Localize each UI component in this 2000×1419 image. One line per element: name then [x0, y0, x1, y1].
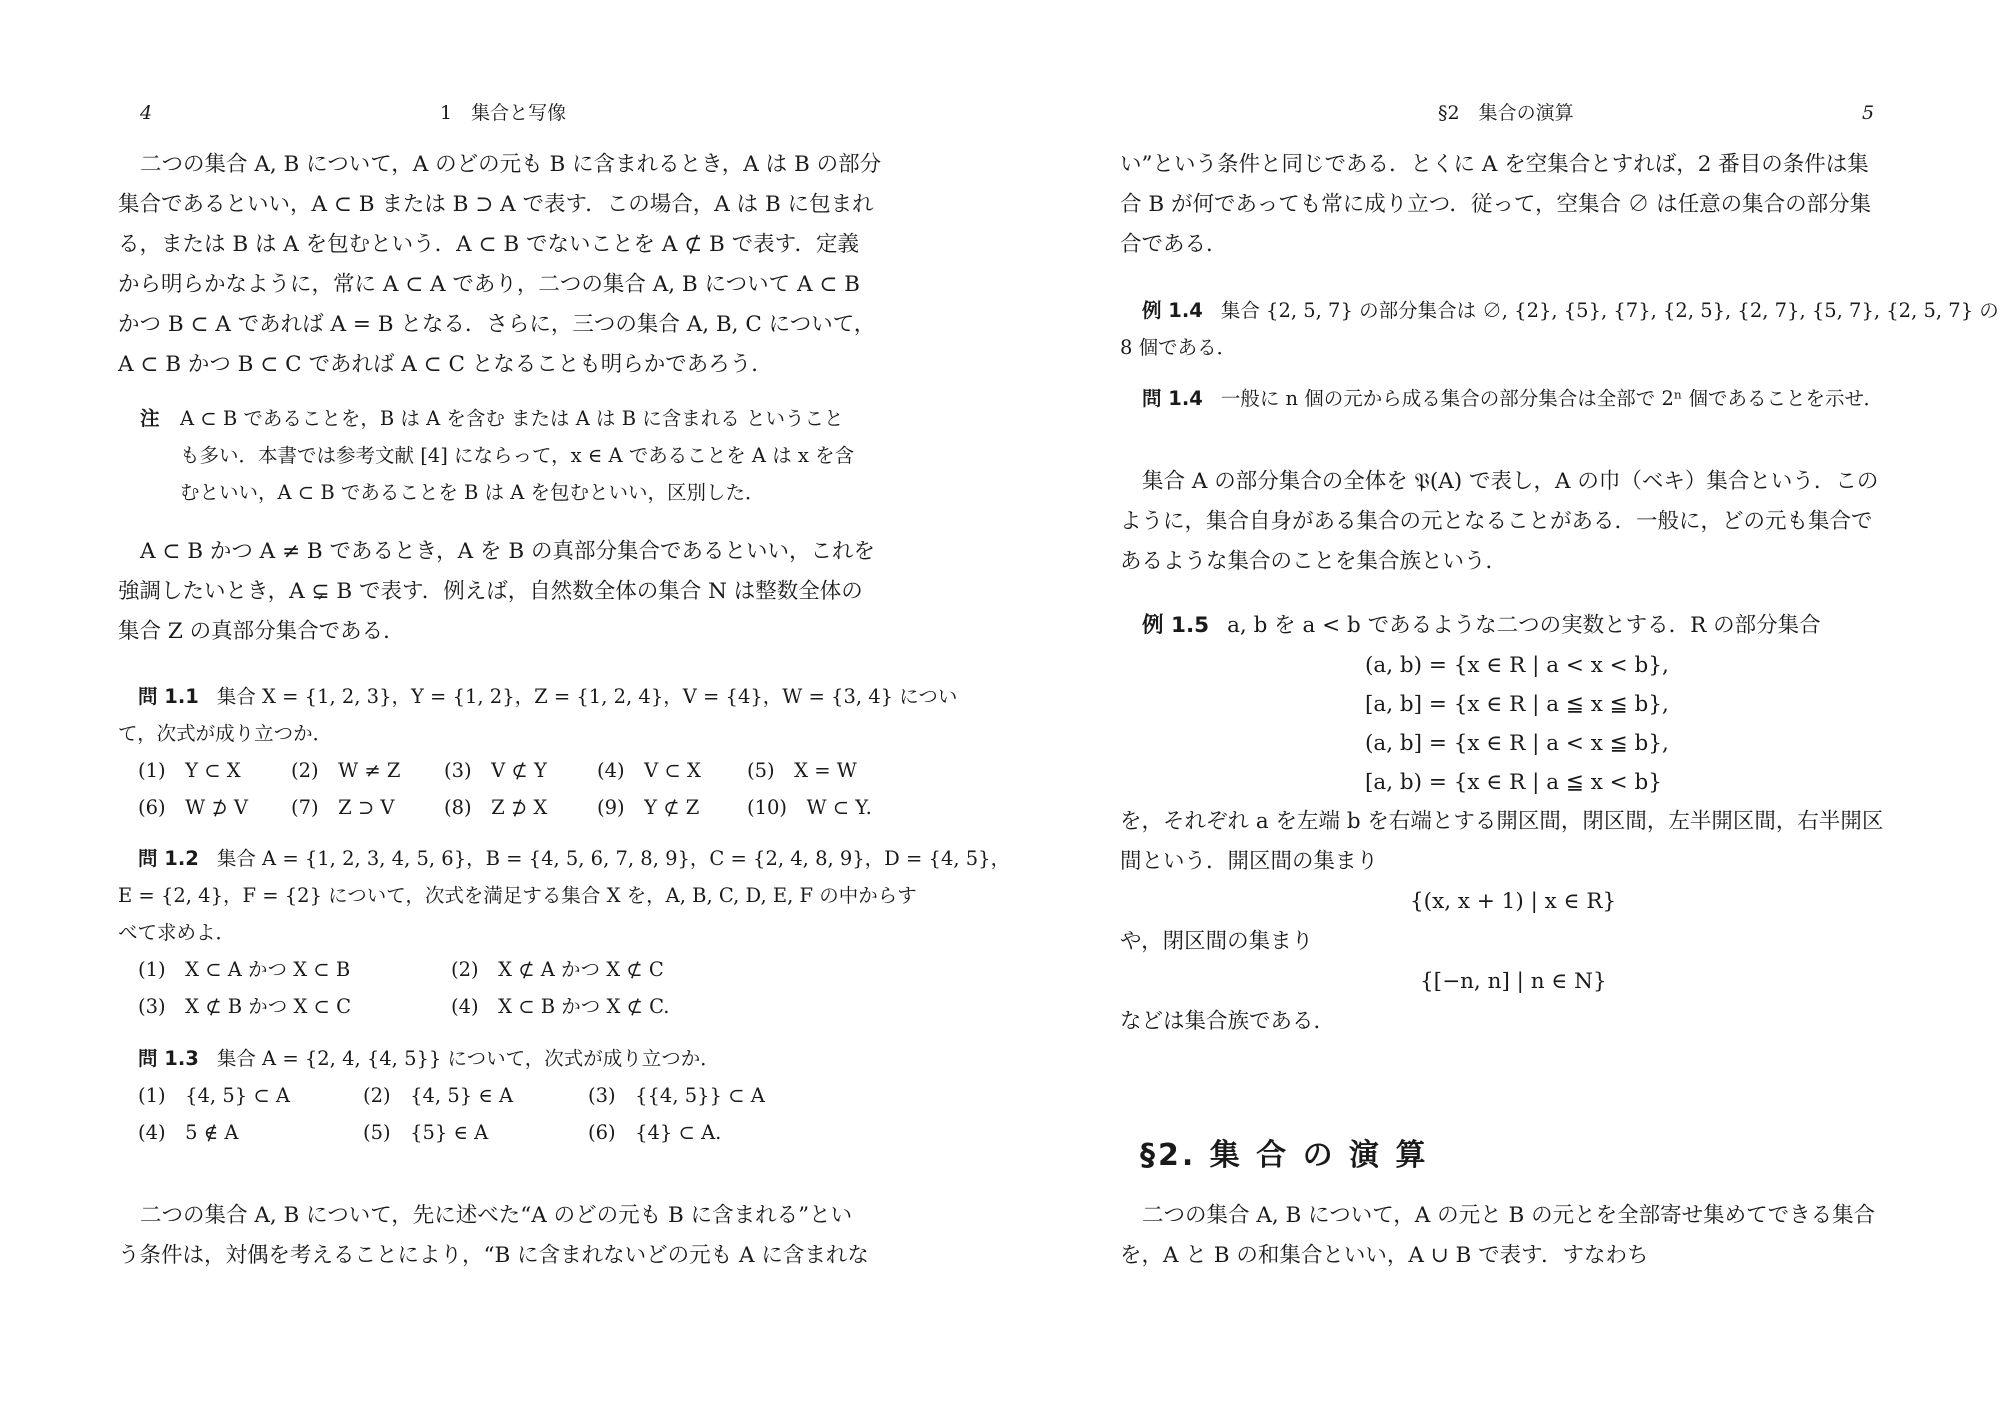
equation: [a, b] = {x ∈ R | a ≦ x ≦ b},: [1365, 692, 1669, 717]
paragraph-contrapositive: [118, 1196, 869, 1276]
running-title: §2 集合の演算: [1438, 102, 1574, 124]
note-line: も多い．本書では参考文献 [4] にならって，x ∈ A であることを A は x を含: [180, 444, 855, 467]
example-text: 集合 {2, 5, 7} の部分集合は ∅, {2}, {5}, {7}, {2, 5}, {2, 7}, {5, 7}, {2, 5, 7} の: [1220, 299, 1999, 322]
choice-row: [138, 752, 957, 789]
text-line: 二つの集合 A, B について，A の元と B の元とを全部寄せ集めてできる集合: [1142, 1203, 1876, 1228]
note-line: むといい，A ⊂ B であることを B は A を包むといい，区別した．: [180, 481, 765, 504]
problem-text: 一般に n 個の元から成る集合の部分集合は全部で 2ⁿ 個であることを示せ．: [1220, 387, 1883, 410]
choice-row: [138, 1114, 765, 1151]
equation: {[−n, n] | n ∈ N}: [1420, 969, 1607, 994]
section-heading: §2. 集 合 の 演 算: [1140, 1138, 1429, 1173]
choice-item: (2) W ≠ Z: [291, 759, 401, 782]
choice-item: (9) Y ⊄ Z: [597, 796, 700, 819]
problem-1-3: [118, 1040, 765, 1151]
text-line: を，それぞれ a を左端 b を右端とする開区間，閉区間，左半開区間，右半開区: [1120, 809, 1884, 834]
equation: (a, b] = {x ∈ R | a < x ≦ b},: [1365, 731, 1669, 756]
choice-item: (4) V ⊂ X: [597, 759, 701, 782]
choice-item: (4) 5 ∉ A: [138, 1121, 239, 1144]
text-line: 合である．: [1120, 232, 1228, 257]
text-line: 間という．開区間の集まり: [1120, 849, 1379, 874]
text-line: 合 B が何であっても常に成り立つ．従って，空集合 ∅ は任意の集合の部分集: [1120, 192, 1872, 217]
problem-label: 問 1.1: [138, 685, 199, 708]
text-line: 二つの集合 A, B について，A のどの元も B に含まれるとき，A は B の部分: [140, 152, 882, 177]
choice-item: (1) X ⊂ A かつ X ⊂ B: [138, 958, 351, 981]
choice-item: (2) X ⊄ A かつ X ⊄ C: [451, 958, 664, 981]
example-1-4: [1120, 292, 1999, 366]
paragraph-proper-subset: [118, 532, 875, 652]
problem-text: 集合 X = {1, 2, 3}，Y = {1, 2}，Z = {1, 2, 4}，V = {4}，W = {3, 4} につい: [216, 685, 958, 708]
example-1-5: [1120, 606, 1883, 1042]
paragraph-subset-definition: [118, 145, 881, 385]
choice-row: [138, 988, 1010, 1025]
text-line: から明らかなように，常に A ⊂ A であり，二つの集合 A, B について A ⊂ B: [118, 272, 860, 297]
choice-item: (3) V ⊄ Y: [444, 759, 547, 782]
text-line: A ⊂ B かつ B ⊂ C であれば A ⊂ C となることも明らかであろう．: [118, 352, 773, 377]
text-line: 二つの集合 A, B について，先に述べた“A のどの元も B に含まれる”とい: [140, 1203, 853, 1228]
problem-1-4: [1120, 380, 1883, 417]
problem-text: E = {2, 4}，F = {2} について，次式を満足する集合 X を，A, B, C, D, E, F の中からす: [118, 884, 917, 907]
note-block: [140, 400, 854, 511]
choice-item: (10) W ⊂ Y.: [747, 796, 872, 819]
text-line: を，A と B の和集合といい，A ∪ B で表す．すなわち: [1120, 1243, 1649, 1268]
text-line: う条件は，対偶を考えることにより，“B に含まれないどの元も A に含まれな: [118, 1243, 869, 1268]
choice-item: (1) {4, 5} ⊂ A: [138, 1084, 290, 1107]
text-line: ように，集合自身がある集合の元となることがある．一般に，どの元も集合で: [1120, 509, 1873, 534]
choice-item: (4) X ⊂ B かつ X ⊄ C.: [451, 995, 670, 1018]
text-line: 集合であるといい，A ⊂ B または B ⊃ A で表す．この場合，A は B に包まれ: [118, 192, 874, 217]
choice-item: (6) {4} ⊂ A.: [588, 1121, 722, 1144]
text-line: 強調したいとき，A ⊊ B で表す．例えば，自然数全体の集合 N は整数全体の: [118, 579, 863, 604]
choice-row: [138, 1077, 765, 1114]
page-number: 4: [140, 102, 153, 124]
example-text: a, b を a < b であるような二つの実数とする．R の部分集合: [1227, 613, 1821, 638]
problem-text: て，次式が成り立つか．: [118, 722, 333, 745]
interval-definitions: [1120, 646, 1883, 802]
choice-row: [138, 789, 957, 826]
example-text: 8 個である．: [1120, 336, 1237, 359]
note-line: A ⊂ B であることを，B は A を含む または A は B に含まれる ということ: [180, 407, 844, 430]
text-line: 集合 Z の真部分集合である．: [118, 619, 405, 644]
page-number: 5: [1862, 102, 1875, 124]
choice-item: (2) {4, 5} ∈ A: [363, 1084, 514, 1107]
paragraph-empty-set: [1120, 145, 1871, 265]
paragraph-power-set: [1120, 462, 1878, 582]
choice-item: (1) Y ⊂ X: [138, 759, 241, 782]
paragraph-union: [1120, 1196, 1875, 1276]
text-line: 集合 A の部分集合の全体を 𝔓(A) で表し，A の巾（ベキ）集合という．この: [1142, 469, 1879, 494]
choice-item: (3) {{4, 5}} ⊂ A: [588, 1084, 765, 1107]
running-title: 1 集合と写像: [440, 102, 567, 124]
text-line: い”という条件と同じである．とくに A を空集合とすれば，2 番目の条件は集: [1120, 152, 1869, 177]
choice-item: (8) Z ⊅ X: [444, 796, 548, 819]
choice-item: (6) W ⊅ V: [138, 796, 248, 819]
choice-item: (5) {5} ∈ A: [363, 1121, 489, 1144]
choice-item: (7) Z ⊃ V: [291, 796, 395, 819]
problem-1-2: [118, 840, 1010, 1025]
text-line: かつ B ⊂ A であれば A = B となる．さらに，三つの集合 A, B, C について，: [118, 312, 876, 337]
equation: {(x, x + 1) | x ∈ R}: [1410, 889, 1617, 914]
problem-text: 集合 A = {1, 2, 3, 4, 5, 6}，B = {4, 5, 6, 7, 8, 9}，C = {2, 4, 8, 9}，D = {4, 5}，: [216, 847, 1011, 870]
choice-item: (3) X ⊄ B かつ X ⊂ C: [138, 995, 352, 1018]
example-label: 例 1.4: [1142, 299, 1203, 322]
text-line: などは集合族である．: [1120, 1009, 1336, 1034]
note-label: 注: [140, 407, 160, 430]
problem-text: 集合 A = {2, 4, {4, 5}} について，次式が成り立つか．: [216, 1047, 720, 1070]
text-line: や，閉区間の集まり: [1120, 929, 1314, 954]
problem-label: 問 1.2: [138, 847, 199, 870]
text-line: A ⊂ B かつ A ≠ B であるとき，A を B の真部分集合であるといい，これを: [140, 539, 875, 564]
problem-text: べて求めよ．: [118, 921, 236, 944]
example-label: 例 1.5: [1142, 613, 1210, 638]
choice-row: [138, 951, 1010, 988]
right-page: [1000, 0, 2000, 1419]
problem-label: 問 1.4: [1142, 387, 1203, 410]
text-line: る，または B は A を包むという．A ⊂ B でないことを A ⊄ B で表す．定義: [118, 232, 859, 257]
equation: [a, b) = {x ∈ R | a ≦ x < b}: [1365, 770, 1662, 795]
equation: (a, b) = {x ∈ R | a < x < b},: [1365, 653, 1669, 678]
text-line: あるような集合のことを集合族という．: [1120, 549, 1508, 574]
problem-1-1: [118, 678, 957, 826]
choice-item: (5) X = W: [747, 759, 857, 782]
problem-label: 問 1.3: [138, 1047, 199, 1070]
